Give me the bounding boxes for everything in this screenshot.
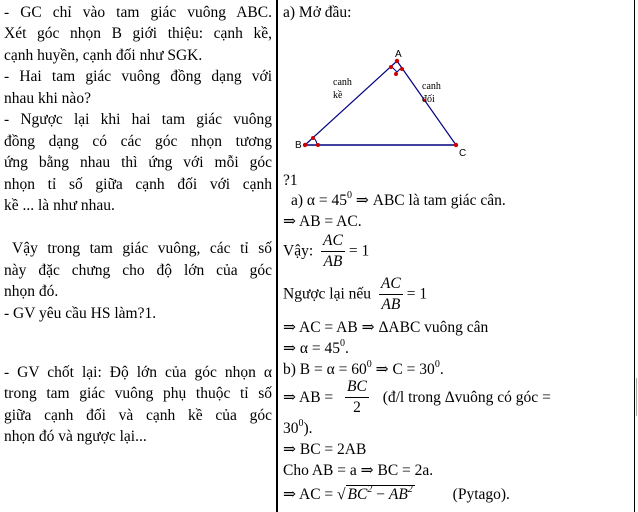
square-root-expression: √ $BC^2 - AB^2$ [337,484,413,503]
text-line: - Hai tam giác vuông đồng dạng với [4,68,272,85]
text-line: ⇒ BC = 2AB [283,441,367,458]
text-line: nhọn tỉ số giữa cạnh đối với cạnh [4,176,272,193]
text-line: ⇒ $\alpha = 45^0$. [283,338,349,357]
text-line: cạnh huyền, cạnh đối như SGK. [4,47,203,64]
text-line: kề ... là như nhau. [4,197,115,214]
text-line: đồng dạng có các góc nhọn tương [4,133,272,150]
text-line: nhau khi nào? [4,90,91,107]
text-line: $30^0$). [283,418,313,437]
text-line: b) $B = \alpha = 60^0$ ⇒ $C = 30^0$. [283,359,444,378]
text-line: - GV chốt lại: Độ lớn của góc nhọn α [4,364,272,381]
text-line: - GC chỉ vào tam giác vuông ABC. [4,4,272,21]
fraction-ac-ab: $\frac{AC}{AB}$ [380,275,401,313]
text-line: trong tam giác vuông phụ thuộc tỉ số [4,385,272,402]
ratio-line-3: ⇒ AB = $\frac{BC}{2}$ (đ/l trong Δvuông có góc = [283,378,551,416]
fraction-bc-2: $\frac{BC}{2}$ [347,378,367,416]
section-heading: a) Mở đầu: [283,4,352,21]
text-line: ⇒ AB = AC. [283,213,362,230]
text-line: Cho AB = a ⇒ BC = 2a. [283,462,434,479]
text-line: ⇒ AC = AB ⇒ ΔABC vuông cân [283,319,489,336]
text-line: Xét góc nhọn B giới thiệu: cạnh kề, [4,25,272,42]
pythagoras-line: ⇒ AC = √ $BC^2 - AB^2$ (Pytago). [283,484,510,503]
solution-text [283,0,633,512]
text-line: nhọn đó. [4,283,59,300]
scrollbar-edge [636,378,637,416]
vertex-b-label: B [295,140,302,151]
text-line: Vậy trong tam giác vuông, các tỉ số [12,240,272,257]
text-line: này đặc chưng cho độ lớn của góc [4,262,272,279]
fraction-ac-ab: $\frac{AC}{AB}$ [323,232,343,270]
text-line: a) $\alpha = 45^0$ ⇒ ABC là tam giác cân. [291,190,506,209]
ratio-line-2: Ngược lại nếu $\frac{AC}{AB}$ = 1 [283,275,428,313]
ratio-line-1: Vậy: $\frac{AC}{AB}$ = 1 [283,232,370,270]
text-line: nhọn đó và ngược lại... [4,428,147,445]
vertex-c-label: C [459,148,467,159]
text-line: ứng bằng nhau thì ứng với mỗi góc [4,154,272,171]
opposite-side-label: canh đối [422,81,441,105]
vertex-a-label: A [395,49,402,60]
text-line: - GV yêu cầu HS làm?1. [4,305,157,322]
question-label: ?1 [283,172,298,189]
adjacent-side-label: canh kề [333,77,352,101]
text-line: giữa cạnh đối và cạnh kề của góc [4,407,272,424]
text-line: - Ngược lại khi hai tam giác vuông [4,111,272,128]
